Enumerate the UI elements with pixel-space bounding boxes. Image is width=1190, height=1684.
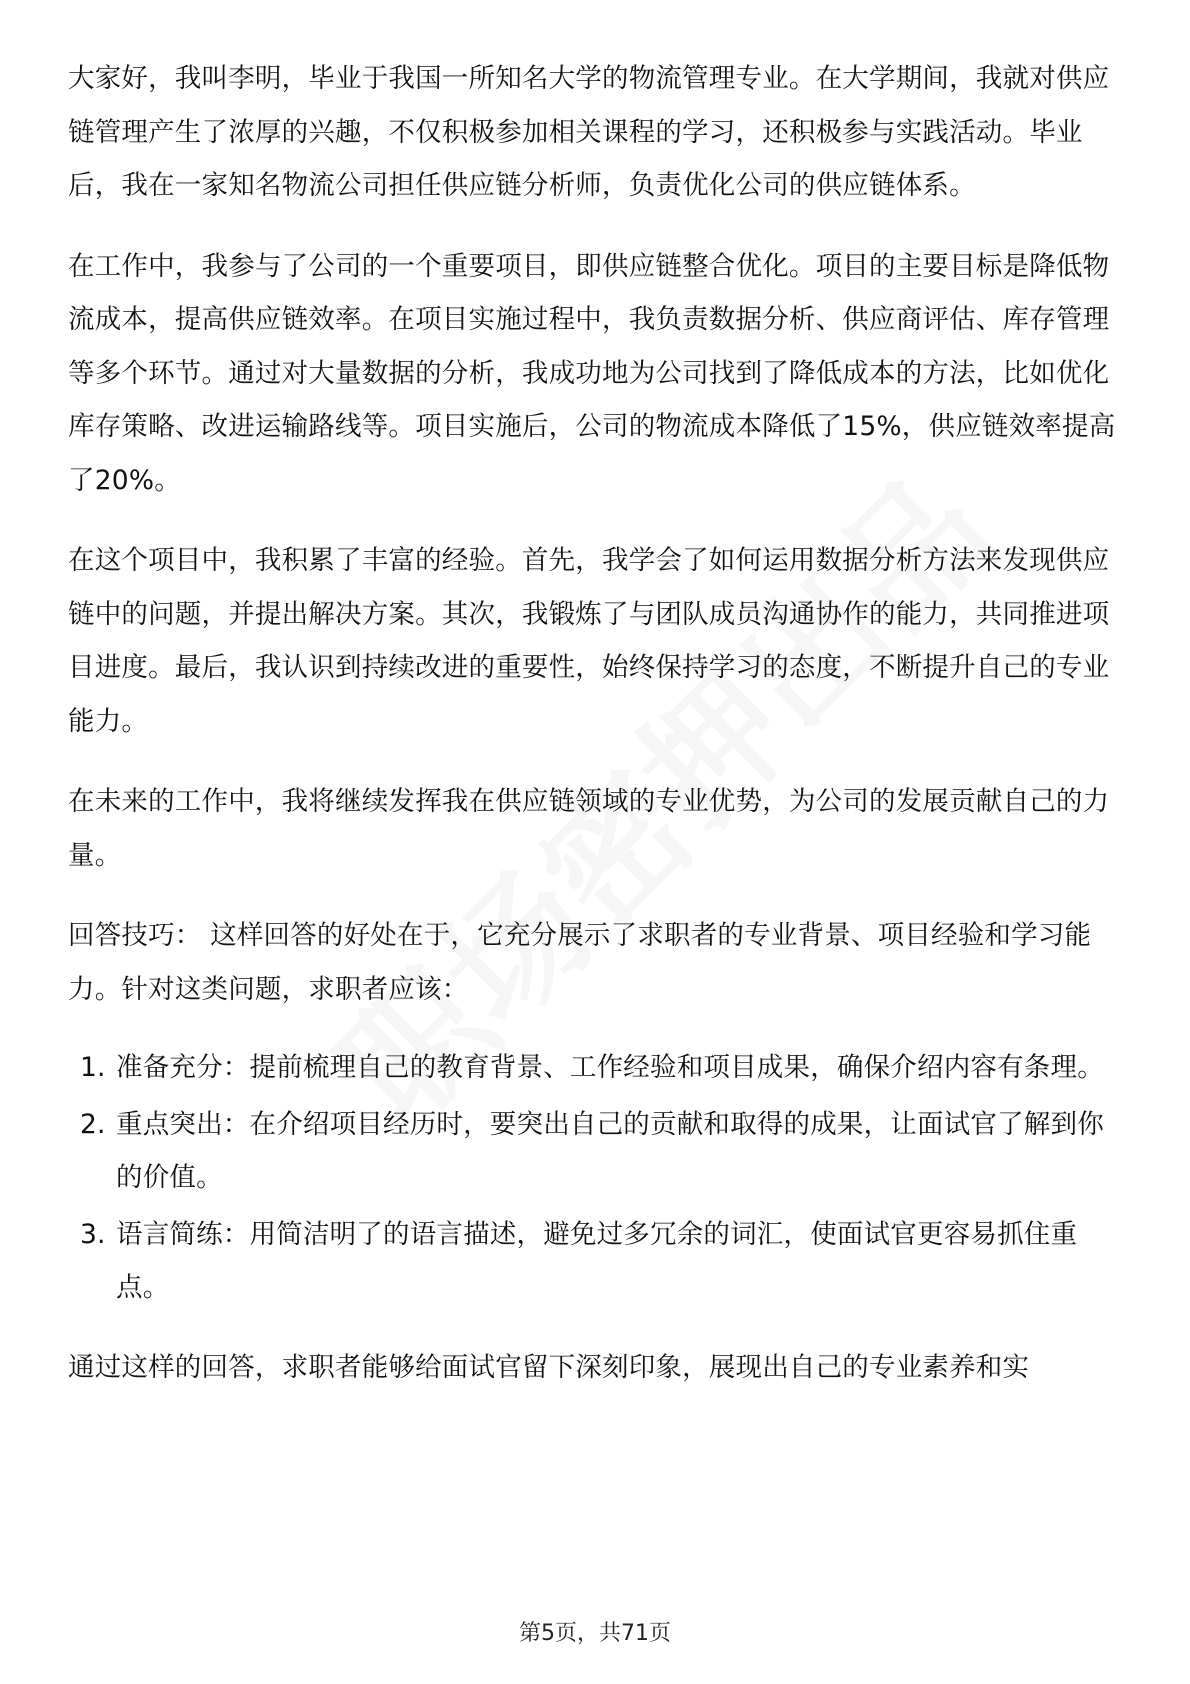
list-number: 1.	[80, 1052, 106, 1083]
document-body	[68, 52, 1122, 1421]
list-number: 2.	[80, 1108, 106, 1140]
list-item	[68, 1208, 1122, 1315]
list-number: 3.	[80, 1218, 106, 1250]
list-item-text: 重点突出：在介绍项目经历时，要突出自己的贡献和取得的成果，让面试官了解到你的价值。	[116, 1108, 1104, 1193]
list-item-text: 准备充分：提前梳理自己的教育背景、工作经验和项目成果，确保介绍内容有条理。	[116, 1052, 1104, 1083]
paragraph-intro: 大家好，我叫李明，毕业于我国一所知名大学的物流管理专业。在大学期间，我就对供应链管理产生了浓厚的兴趣，不仅积极参加相关课程的学习，还积极参与实践活动。毕业后，我在一家知名物流公司担任供应链分析师，负责优化公司的供应链体系。	[68, 63, 1110, 201]
paragraph-project: 在工作中，我参与了公司的一个重要项目，即供应链整合优化。项目的主要目标是降低物流成本，提高供应链效率。在项目实施过程中，我负责数据分析、供应商评估、库存管理等多个环节。通过对大量数据的分析，我成功地为公司找到了降低成本的方法，比如优化库存策略、改进运输路线等。项目实施后，公司的物流成本降低了15%，供应链效率提高了20%。	[68, 250, 1116, 496]
page-number: 第5页，共71页	[519, 1621, 671, 1646]
paragraph-closing: 通过这样的回答，求职者能够给面试官留下深刻印象，展现出自己的专业素养和实	[68, 1351, 1030, 1383]
list-item	[68, 1041, 1122, 1095]
list-item-text: 语言简练：用简洁明了的语言描述，避免过多冗余的词汇，使面试官更容易抓住重点。	[116, 1218, 1078, 1303]
paragraph-experience: 在这个项目中，我积累了丰富的经验。首先，我学会了如何运用数据分析方法来发现供应链中的问题，并提出解决方案。其次，我锻炼了与团队成员沟通协作的能力，共同推进项目进度。最后，我认识到持续改进的重要性，始终保持学习的态度，不断提升自己的专业能力。	[68, 545, 1110, 737]
paragraph-tips-intro: 回答技巧： 这样回答的好处在于，它充分展示了求职者的专业背景、项目经验和学习能力。针对这类问题，求职者应该：	[68, 920, 1092, 1005]
paragraph-future: 在未来的工作中，我将继续发挥我在供应链领域的专业优势，为公司的发展贡献自己的力量。	[68, 786, 1110, 871]
list-item	[68, 1098, 1122, 1205]
tips-list	[68, 1041, 1122, 1315]
